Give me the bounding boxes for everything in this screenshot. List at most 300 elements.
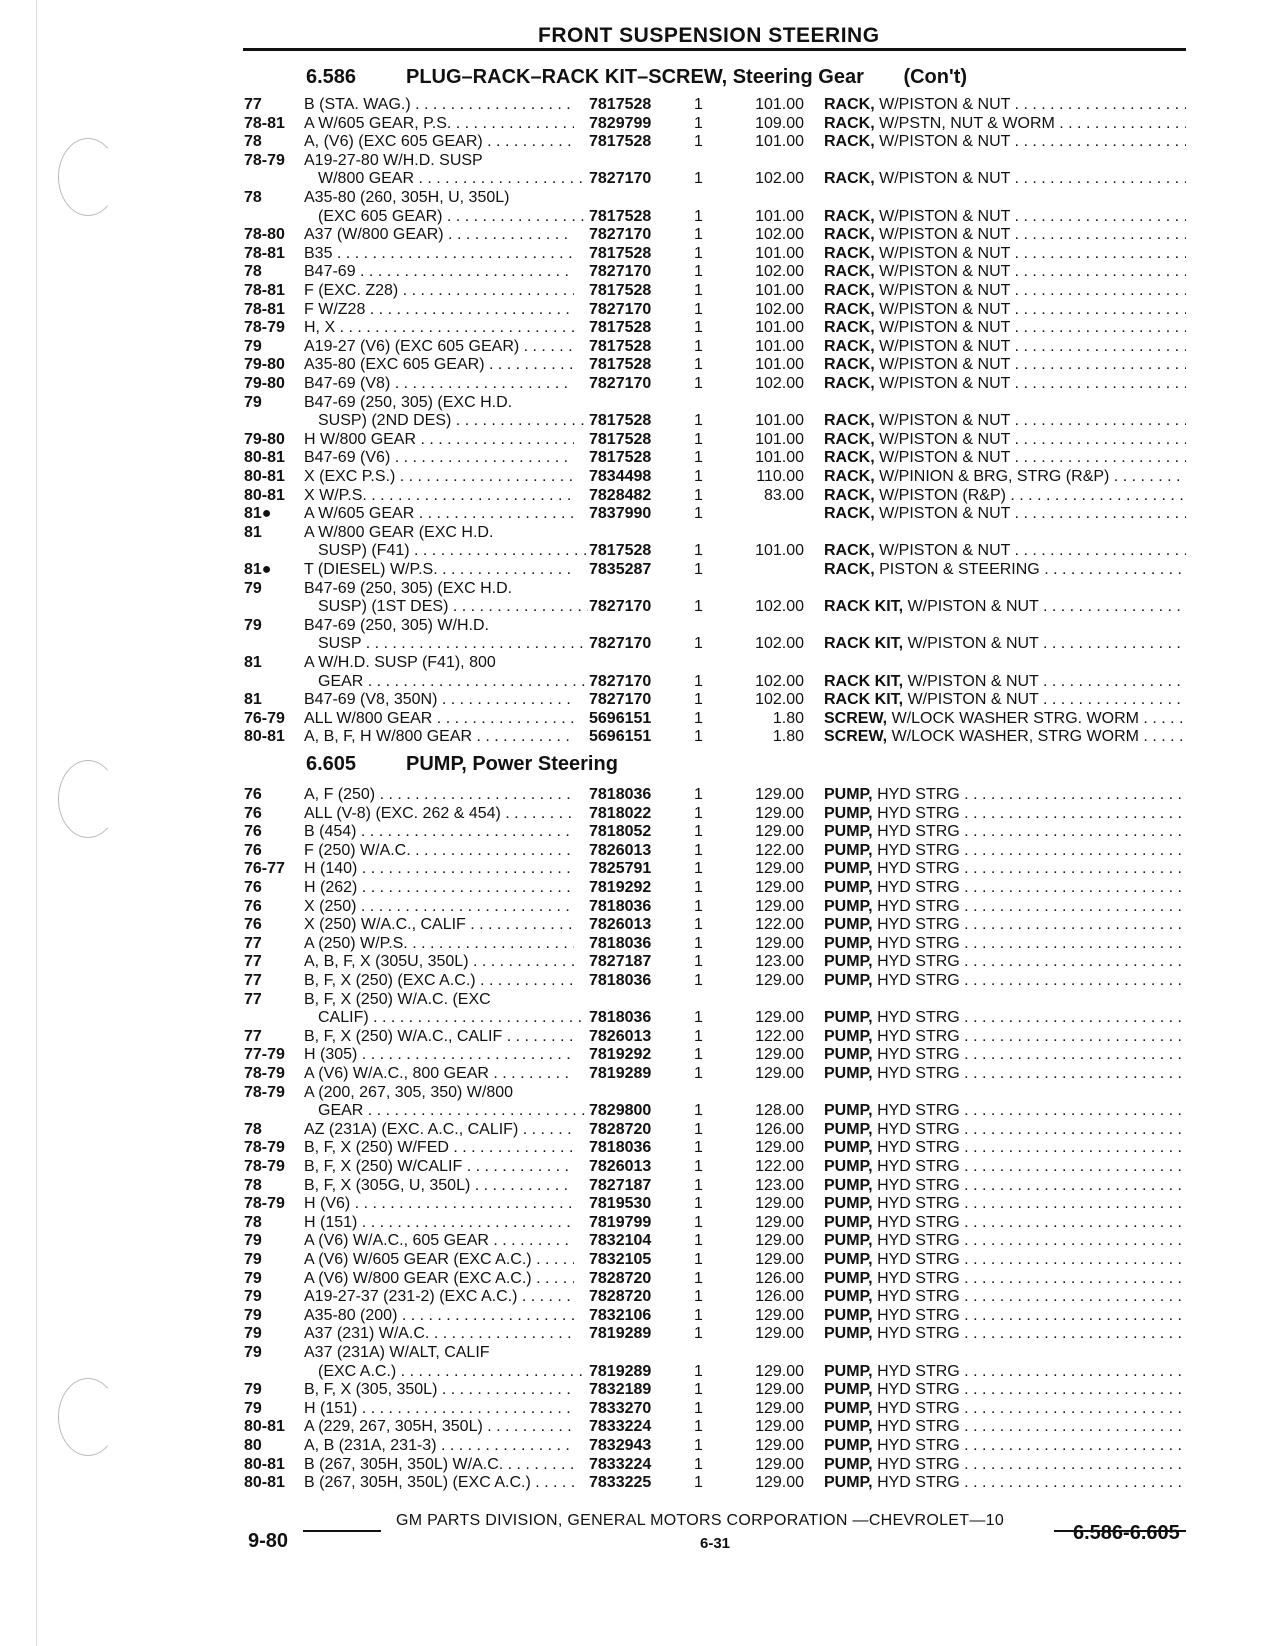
part-number: 7828720 [589,1269,652,1287]
quantity: 1 [694,282,703,299]
application-description: AZ (231A) (EXC. A.C., CALIF) . . . [304,1120,574,1139]
part-name-bold: PUMP, [824,841,873,859]
part-name [824,1027,1186,1046]
model-year: 76 [244,841,262,859]
part-name [824,1213,1186,1232]
part-name-detail: HYD STRG . . . [877,1363,1186,1380]
part-number: 7818036 [589,972,652,989]
page-number: 6-31 [700,1535,731,1552]
quantity: 1 [694,1325,703,1343]
part-name-detail: W/PISTON & NUT . . . [879,133,1186,150]
part-number: 7818022 [589,804,652,822]
table-row [0,337,1280,356]
price: 129.00 [755,1418,804,1436]
table-row [0,504,1280,523]
model-year: 79 [244,616,262,634]
model-year: 78-81 [244,300,285,318]
price: 126.00 [755,1288,804,1306]
table-row [0,859,1280,878]
table-row [0,971,1280,990]
model-year: 80-81 [244,449,285,467]
part-name [824,504,1186,523]
section-title: PUMP, Power Steering [406,753,618,775]
model-year: 80 [244,1437,262,1454]
part-name-detail: W/PISTON & NUT . . . [908,691,1186,708]
part-name [824,1157,1186,1176]
price: 102.00 [755,375,804,392]
part-name-bold: PUMP, [824,1046,873,1064]
quantity: 1 [694,934,703,952]
application-description: H, X . . . [304,318,574,337]
part-name [824,1417,1186,1436]
part-name-bold: PUMP, [824,1437,873,1454]
part-name-bold: RACK, [824,356,875,374]
application-description: A (V6) W/A.C., 605 GEAR . . . [304,1231,574,1250]
application-description: SUSP) (F41) . . . [318,541,588,560]
table-row [0,579,1280,598]
quantity: 1 [694,1046,703,1064]
table-row [0,1231,1280,1250]
part-number: 7833224 [589,1418,652,1436]
section-number: 6.605 [306,753,357,775]
price: 123.00 [755,1176,804,1194]
application-description: A35-80 (EXC 605 GEAR) . . . [304,355,574,374]
quantity: 1 [694,96,703,113]
price: 126.00 [755,1269,804,1287]
model-year: 79-80 [244,375,285,392]
part-name-bold: PUMP, [824,953,873,971]
part-name [824,727,1186,746]
part-name [824,634,1186,653]
part-name-detail: HYD STRG . . . [877,1102,1186,1119]
part-name [824,1176,1186,1195]
model-year: 79 [244,1325,262,1343]
part-number: 5696151 [589,709,652,727]
part-name-bold: RACK, [824,207,875,225]
part-name [824,1455,1186,1474]
application-description: A (250) W/P.S. . . . [304,934,574,953]
table-row [0,393,1280,412]
table-row [0,430,1280,449]
model-year: 78 [244,133,262,151]
part-number: 7828482 [589,486,652,504]
part-name-bold: RACK, [824,412,875,430]
quantity: 1 [694,263,703,281]
part-name [824,262,1186,281]
model-year: 80-81 [244,1418,285,1436]
quantity: 1 [694,1381,703,1399]
part-name [824,1045,1186,1064]
model-year: 80-81 [244,728,285,746]
part-number: 5696151 [589,728,652,746]
price: 129.00 [755,879,804,896]
price: 102.00 [755,300,804,318]
part-name [824,1008,1186,1027]
part-name-bold: PUMP, [824,1027,873,1045]
part-name-detail: W/PSTN, NUT & WORM . . . [879,115,1186,132]
part-number: 7817528 [589,244,652,262]
part-number: 7826013 [589,1027,652,1045]
quantity: 1 [694,860,703,878]
part-name-bold: PUMP, [824,1120,873,1138]
page-title: FRONT SUSPENSION STEERING [538,24,880,47]
price: 129.00 [755,1046,804,1064]
application-description: SUSP) (2ND DES) . . . [318,411,588,430]
part-name-detail: W/PISTON & NUT . . . [879,319,1186,336]
part-name-detail: HYD STRG . . . [877,842,1186,859]
table-row [0,1324,1280,1343]
price: 129.00 [755,1251,804,1268]
quantity: 1 [694,823,703,841]
quantity: 1 [694,412,703,430]
part-number: 7818036 [589,1139,652,1157]
quantity: 1 [694,1176,703,1194]
part-name-bold: PUMP, [824,1232,873,1250]
model-year: 81● [244,505,272,523]
model-year: 79 [244,393,262,411]
application-description: B, F, X (250) W/A.C., CALIF . . . [304,1027,574,1046]
application-description: A, (V6) (EXC 605 GEAR) . . . [304,132,574,151]
application-description: F W/Z28 . . . [304,300,574,319]
price: 102.00 [755,263,804,281]
table-row [0,225,1280,244]
part-name-bold: PUMP, [824,1418,873,1436]
part-name [824,132,1186,151]
model-year: 76 [244,804,262,822]
model-year: 79-80 [244,430,285,448]
application-description: H (140) . . . [304,859,574,878]
quantity: 1 [694,1269,703,1287]
application-description: A, B, F, X (305U, 350L) . . . [304,952,574,971]
price: 129.00 [755,786,804,803]
section-heading-6605 [306,753,618,776]
quantity: 1 [694,337,703,355]
model-year: 78-81 [244,282,285,299]
quantity: 1 [694,786,703,803]
application-description: A, B, F, H W/800 GEAR . . . [304,727,574,746]
quantity: 1 [694,114,703,132]
price: 129.00 [755,1399,804,1417]
table-row [0,523,1280,542]
table-row-continuation [0,1362,1280,1381]
part-name-detail: HYD STRG . . . [877,1121,1186,1138]
table-row-continuation [0,207,1280,226]
quantity: 1 [694,356,703,374]
part-name-detail: W/PISTON & NUT . . . [879,301,1186,318]
model-year: 76-79 [244,709,285,727]
application-description: F (250) W/A.C. . . . [304,841,574,860]
part-name-detail: W/PISTON & NUT . . . [879,412,1186,429]
table-row [0,262,1280,281]
model-year: 80-81 [244,468,285,485]
part-number: 7833224 [589,1455,652,1473]
model-year: 78-79 [244,1139,285,1157]
quantity: 1 [694,1120,703,1138]
part-name-bold: PUMP, [824,786,873,803]
quantity: 1 [694,916,703,934]
table-row [0,244,1280,263]
price: 129.00 [755,1381,804,1399]
application-description: A, F (250) . . . [304,785,574,804]
part-number: 7818036 [589,897,652,915]
part-name-detail: W/PISTON & NUT . . . [879,431,1186,448]
price: 123.00 [755,953,804,971]
model-year: 79 [244,1232,262,1250]
price: 129.00 [755,972,804,989]
part-name-detail: W/PISTON & NUT . . . [879,356,1186,373]
application-description: B47-69 (250, 305) (EXC H.D. [304,579,513,597]
quantity: 1 [694,1139,703,1157]
part-name-bold: PUMP, [824,1288,873,1306]
table-row [0,1083,1280,1102]
part-name [824,952,1186,971]
quantity: 1 [694,505,703,523]
table-row [0,300,1280,319]
part-number: 7819530 [589,1195,652,1213]
model-year: 76 [244,879,262,896]
part-name [824,804,1186,823]
application-description: ALL (V-8) (EXC. 262 & 454) . . . [304,804,574,823]
price: 1.80 [772,728,804,746]
part-number: 7827170 [589,635,652,653]
part-name-bold: RACK KIT, [824,691,904,709]
part-name [824,841,1186,860]
quantity: 1 [694,1065,703,1082]
quantity: 1 [694,1288,703,1306]
part-name-bold: PUMP, [824,1362,873,1380]
application-description: B47-69 (V6) . . . [304,448,574,467]
application-description: GEAR . . . [318,672,588,691]
application-description: A, B (231A, 231-3) . . . [304,1436,574,1455]
part-name [824,1306,1186,1325]
price: 109.00 [755,114,804,132]
model-year: 77 [244,934,262,952]
table-row [0,151,1280,170]
quantity: 1 [694,430,703,448]
model-year: 81 [244,654,262,671]
price: 101.00 [755,133,804,151]
quantity: 1 [694,486,703,504]
quantity: 1 [694,1437,703,1454]
application-description: A35-80 (260, 305H, U, 350L) [304,189,510,206]
application-description: B, F, X (305, 350L) . . . [304,1380,574,1399]
table-row [0,448,1280,467]
part-name-bold: SCREW, [824,728,888,746]
application-description: B, F, X (250) W/A.C. (EXC [304,990,491,1008]
price: 101.00 [755,207,804,225]
part-name-bold: PUMP, [824,1474,873,1492]
part-name-bold: PUMP, [824,934,873,952]
part-name-bold: PUMP, [824,897,873,915]
part-name-bold: PUMP, [824,1213,873,1231]
application-description: A37 (231A) W/ALT, CALIF [304,1344,490,1361]
table-row [0,1194,1280,1213]
application-description: B, F, X (305G, U, 350L) . . . [304,1176,574,1195]
model-year: 77-79 [244,1046,285,1064]
price: 101.00 [755,319,804,337]
model-year: 79 [244,1269,262,1287]
part-name-bold: RACK, [824,263,875,281]
price: 122.00 [755,841,804,859]
application-description: A19-27-80 W/H.D. SUSP [304,151,483,169]
table-row [0,188,1280,207]
part-name [824,560,1186,579]
application-description: X W/P.S. . . . [304,486,574,505]
part-number: 7819292 [589,1046,652,1064]
part-number: 7827187 [589,1176,652,1194]
part-number: 7833225 [589,1474,652,1492]
part-name [824,1324,1186,1343]
price: 129.00 [755,860,804,878]
part-number: 7832189 [589,1381,652,1399]
part-name-bold: RACK, [824,133,875,151]
part-name-detail: HYD STRG . . . [877,1456,1186,1473]
price: 129.00 [755,1009,804,1027]
part-name-detail: HYD STRG . . . [877,1028,1186,1045]
price: 129.00 [755,1455,804,1473]
part-name-bold: RACK KIT, [824,672,904,690]
part-number: 7826013 [589,916,652,934]
application-description: B35 . . . [304,244,574,263]
quantity: 1 [694,953,703,971]
part-name-bold: PUMP, [824,1325,873,1343]
table-row [0,804,1280,823]
quantity: 1 [694,1009,703,1027]
model-year: 78-81 [244,244,285,262]
part-number: 7819289 [589,1325,652,1343]
part-name-detail: W/PISTON & NUT . . . [908,598,1186,615]
part-name-bold: PUMP, [824,1102,873,1120]
part-name-detail: W/PISTON & NUT . . . [879,245,1186,262]
price: 101.00 [755,449,804,467]
part-name [824,244,1186,263]
table-row [0,1064,1280,1083]
part-number: 7817528 [589,430,652,448]
part-name-detail: HYD STRG . . . [877,935,1186,952]
part-name-detail: HYD STRG . . . [877,972,1186,989]
quantity: 1 [694,672,703,690]
table-row [0,132,1280,151]
price: 83.00 [763,486,804,504]
table-row-continuation [0,1101,1280,1120]
part-name-bold: SCREW, [824,709,888,727]
part-name-detail: HYD STRG . . . [877,1046,1186,1063]
application-description: B (454) . . . [304,822,574,841]
price: 129.00 [755,1306,804,1324]
application-description: (EXC 605 GEAR) . . . [318,207,588,226]
quantity: 1 [694,804,703,822]
quantity: 1 [694,841,703,859]
section-heading-6586 [306,66,967,89]
part-name [824,785,1186,804]
application-description: X (250) W/A.C., CALIF . . . [304,915,574,934]
part-name [824,1473,1186,1492]
part-name-detail: HYD STRG . . . [877,953,1186,970]
part-name-detail: HYD STRG . . . [877,898,1186,915]
table-row [0,318,1280,337]
part-name-detail: W/PISTON & NUT . . . [879,505,1186,522]
part-name [824,1101,1186,1120]
part-number: 7819799 [589,1213,652,1231]
quantity: 1 [694,226,703,244]
part-name-detail: W/PISTON & NUT . . . [879,338,1186,355]
model-year: 76 [244,897,262,915]
part-name-detail: HYD STRG . . . [877,1400,1186,1417]
part-name-bold: PUMP, [824,804,873,822]
price: 129.00 [755,1139,804,1157]
table-row [0,1455,1280,1474]
model-year: 79 [244,1399,262,1417]
table-row [0,1417,1280,1436]
quantity: 1 [694,300,703,318]
price: 129.00 [755,1213,804,1231]
table-row [0,990,1280,1009]
model-year: 78 [244,189,262,206]
part-number: 7827170 [589,170,652,188]
model-year: 76 [244,786,262,803]
price: 129.00 [755,1362,804,1380]
table-row [0,653,1280,672]
quantity: 1 [694,375,703,392]
model-year: 81 [244,691,262,709]
part-name-detail: HYD STRG . . . [877,1139,1186,1156]
part-name-bold: PUMP, [824,823,873,841]
model-year: 79 [244,1251,262,1268]
quantity: 1 [694,542,703,560]
part-name-detail: W/LOCK WASHER STRG. WORM . . . [892,710,1186,727]
application-description: H W/800 GEAR . . . [304,430,574,449]
part-number: 7817528 [589,319,652,337]
application-description: T (DIESEL) W/P.S. . . . [304,560,574,579]
part-name-bold: PUMP, [824,1306,873,1324]
part-name [824,1064,1186,1083]
part-name [824,1362,1186,1381]
application-description: A (V6) W/800 GEAR (EXC A.C.) . . . [304,1269,574,1288]
part-number: 7819289 [589,1065,652,1082]
part-name [824,1138,1186,1157]
part-number: 7818036 [589,934,652,952]
quantity: 1 [694,1213,703,1231]
part-name [824,337,1186,356]
model-year: 79-80 [244,356,285,374]
quantity: 1 [694,728,703,746]
table-row [0,915,1280,934]
model-year: 78 [244,263,262,281]
table-row [0,1213,1280,1232]
application-description: X (EXC P.S.) . . . [304,467,574,486]
part-name-bold: PUMP, [824,1195,873,1213]
part-number: 7826013 [589,1158,652,1175]
quantity: 1 [694,1418,703,1436]
model-year: 76-77 [244,860,285,878]
quantity: 1 [694,133,703,151]
price: 101.00 [755,542,804,560]
table-row [0,952,1280,971]
price: 102.00 [755,598,804,616]
part-number: 7818052 [589,823,652,841]
quantity: 1 [694,1027,703,1045]
price: 129.00 [755,1232,804,1250]
part-name-detail: HYD STRG . . . [877,1195,1186,1212]
part-name [824,597,1186,616]
part-name-detail: HYD STRG . . . [877,916,1186,933]
application-description: ALL W/800 GEAR . . . [304,709,574,728]
quantity: 1 [694,879,703,896]
part-name-bold: RACK, [824,226,875,244]
part-name-bold: RACK, [824,300,875,318]
part-name-bold: PUMP, [824,1139,873,1157]
part-number: 7817528 [589,96,652,113]
